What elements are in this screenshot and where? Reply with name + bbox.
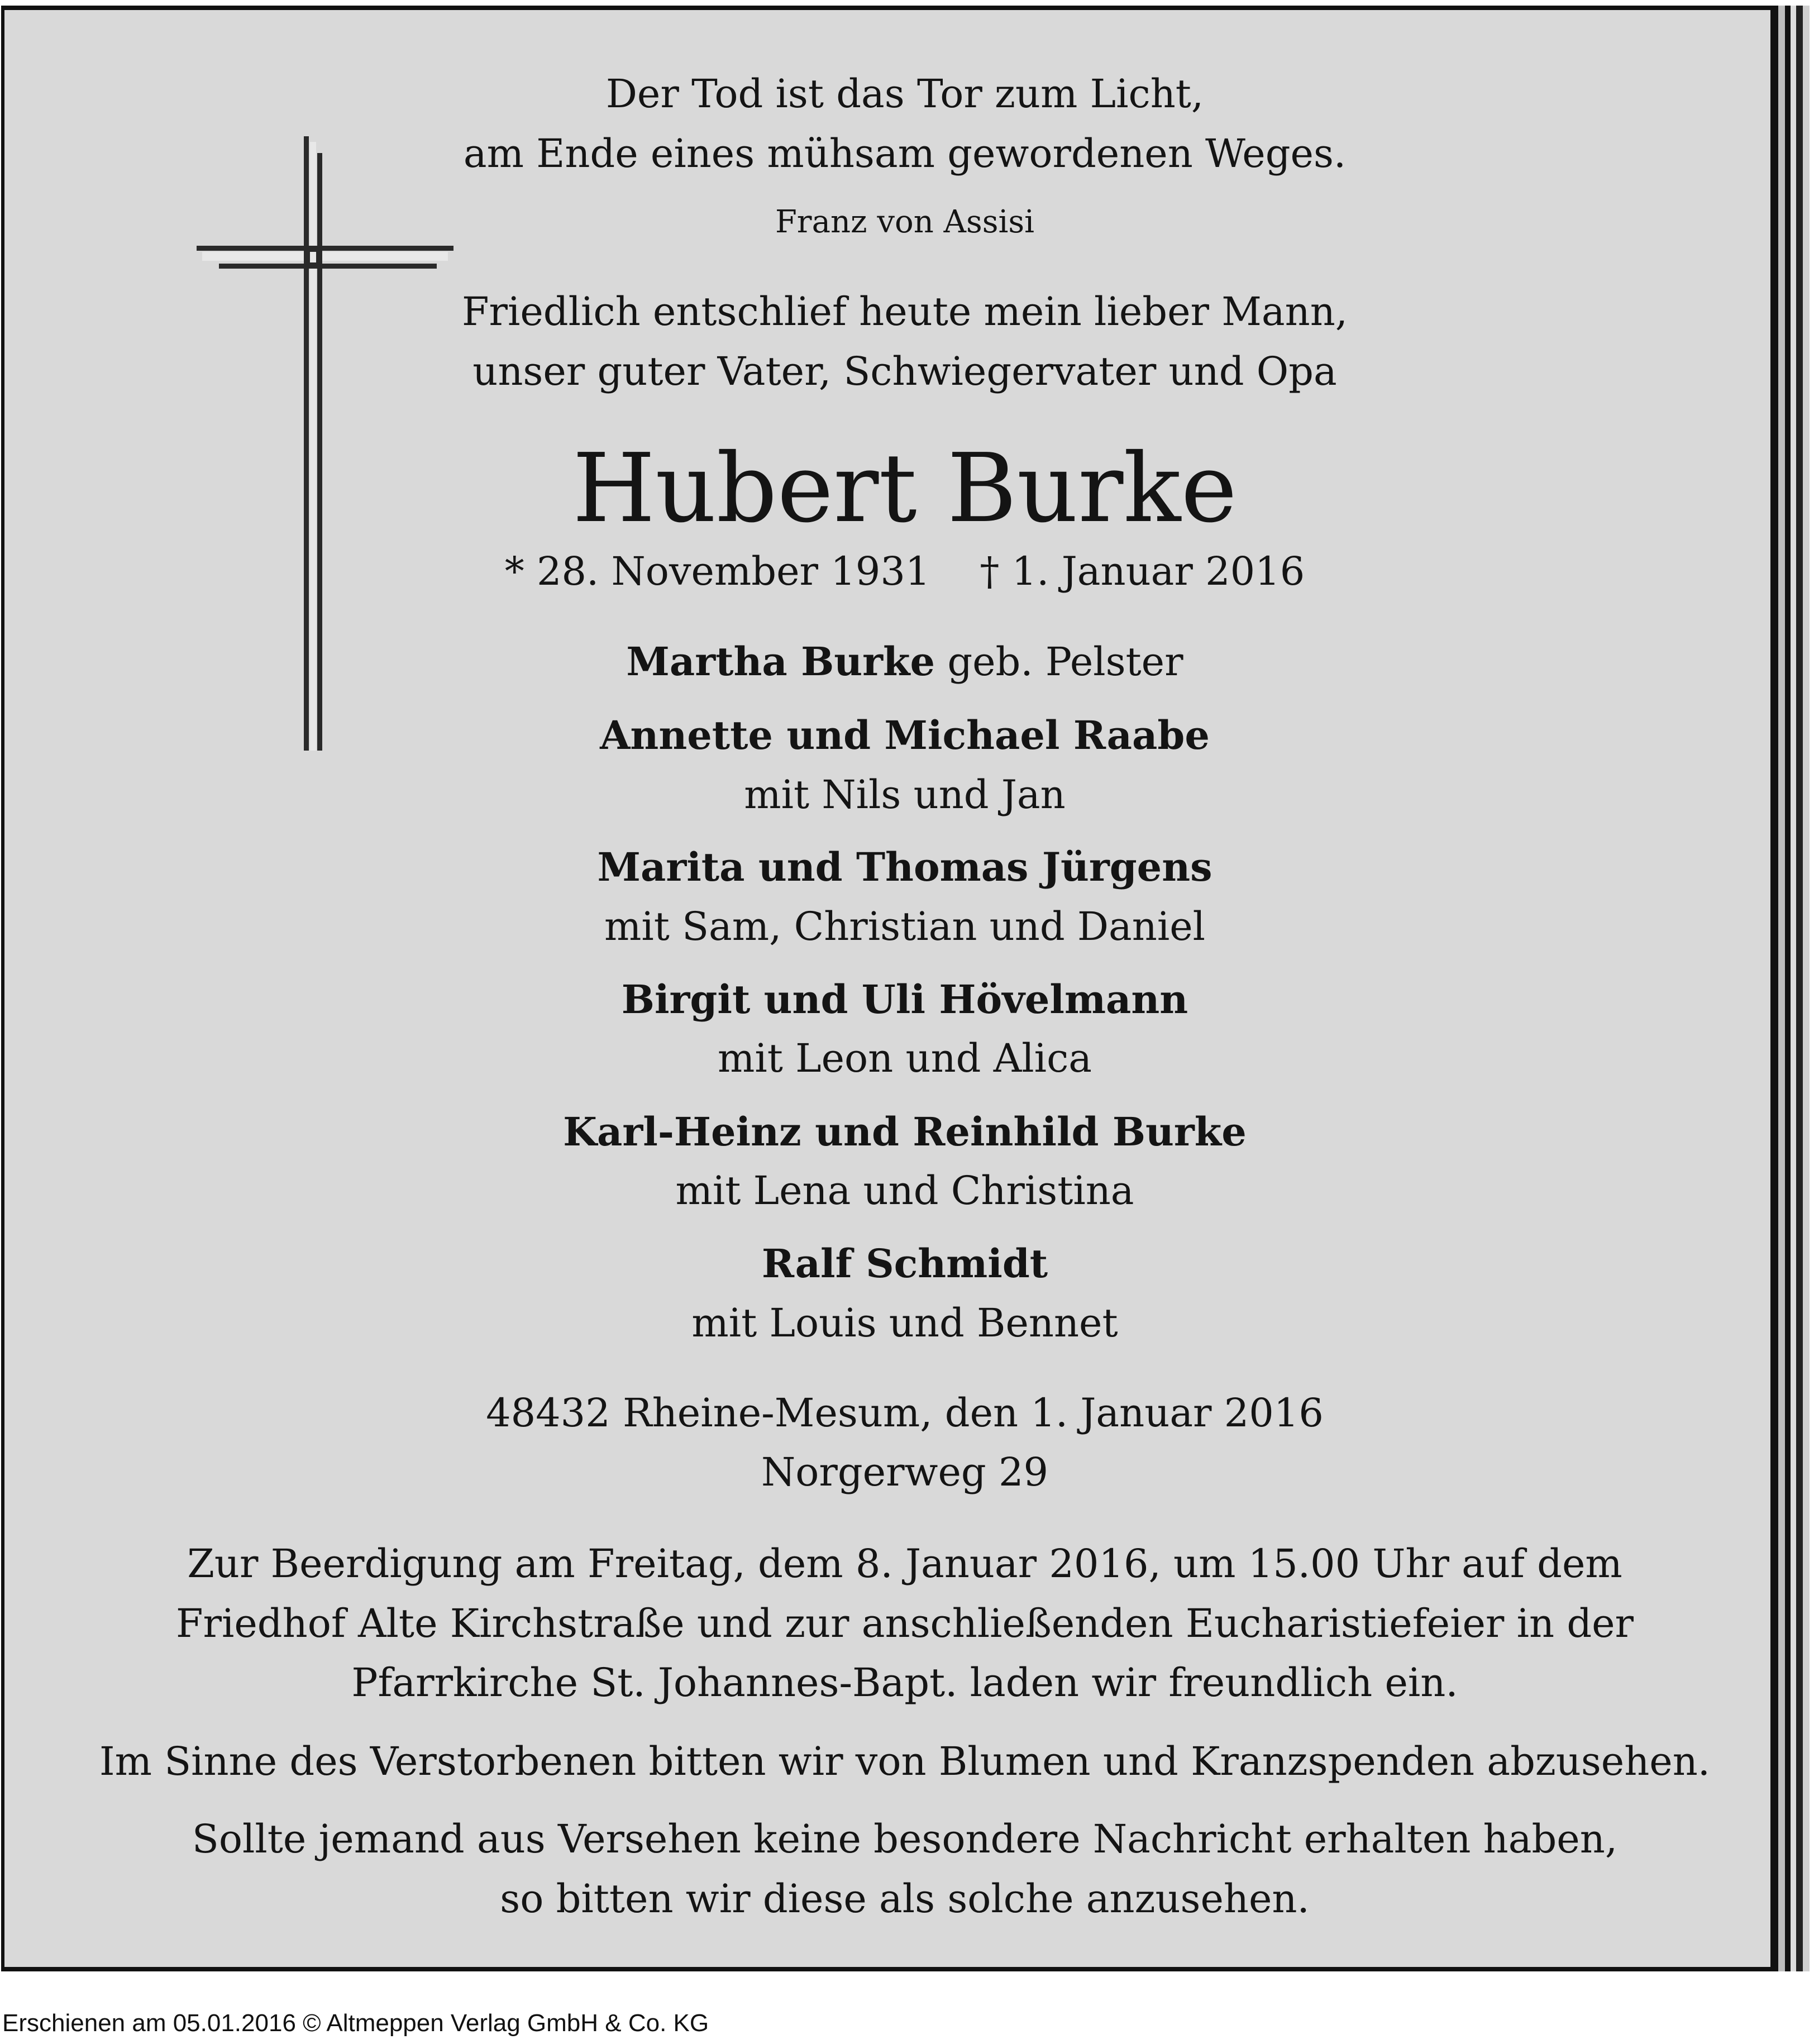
poem-line-1: Der Tod ist das Tor zum Licht, [605,71,1204,117]
life-dates: * 28. November 1931 † 1. Januar 2016 [504,548,1305,594]
funeral-line-1: Zur Beerdigung am Freitag, dem 8. Januar 2016, um 15.00 Uhr auf dem [187,1541,1622,1587]
publication-footer: Erschienen am 05.01.2016 © Altmeppen Verlag GmbH & Co. KG [2,2009,709,2037]
family-children: mit Leon und Alica [717,1035,1092,1081]
family-name: Birgit und Uli Hövelmann [621,976,1188,1023]
spouse-maiden-name: geb. Pelster [935,639,1183,685]
family-name: Karl-Heinz und Reinhild Burke [563,1109,1247,1155]
notice-line-1: Sollte jemand aus Versehen keine besondere Nachricht erhalten haben, [192,1816,1618,1862]
intro-line-2: unser guter Vater, Schwiegervater und Opa [472,348,1337,394]
intro-line-1: Friedlich entschlief heute mein lieber Mann, [461,289,1348,335]
family-children: mit Sam, Christian und Daniel [604,904,1206,949]
family-name: Ralf Schmidt [761,1240,1048,1287]
family-name: Annette und Michael Raabe [600,712,1210,758]
family-children: mit Lena und Christina [675,1168,1134,1214]
deceased-name: Hubert Burke [572,433,1238,544]
poem-line-2: am Ende eines mühsam gewordenen Weges. [463,131,1347,176]
address-line-1: 48432 Rheine-Mesum, den 1. Januar 2016 [486,1390,1324,1436]
address-line-2: Norgerweg 29 [761,1449,1049,1495]
notice-line-2: so bitten wir diese als solche anzusehen. [500,1876,1310,1922]
family-name: Marita und Thomas Jürgens [597,844,1212,890]
flowers-request: Im Sinne des Verstorbenen bitten wir von Blumen und Kranzspenden abzusehen. [99,1739,1711,1784]
poem-author: Franz von Assisi [775,204,1035,240]
funeral-line-3: Pfarrkirche St. Johannes-Bapt. laden wir freundlich ein. [351,1660,1458,1706]
spouse-line [0,637,1810,687]
family-children: mit Louis und Bennet [691,1300,1118,1346]
spouse-name: Martha Burke [626,638,935,685]
funeral-line-2: Friedhof Alte Kirchstraße und zur anschließenden Eucharistiefeier in der [175,1601,1634,1646]
family-children: mit Nils und Jan [744,772,1066,818]
